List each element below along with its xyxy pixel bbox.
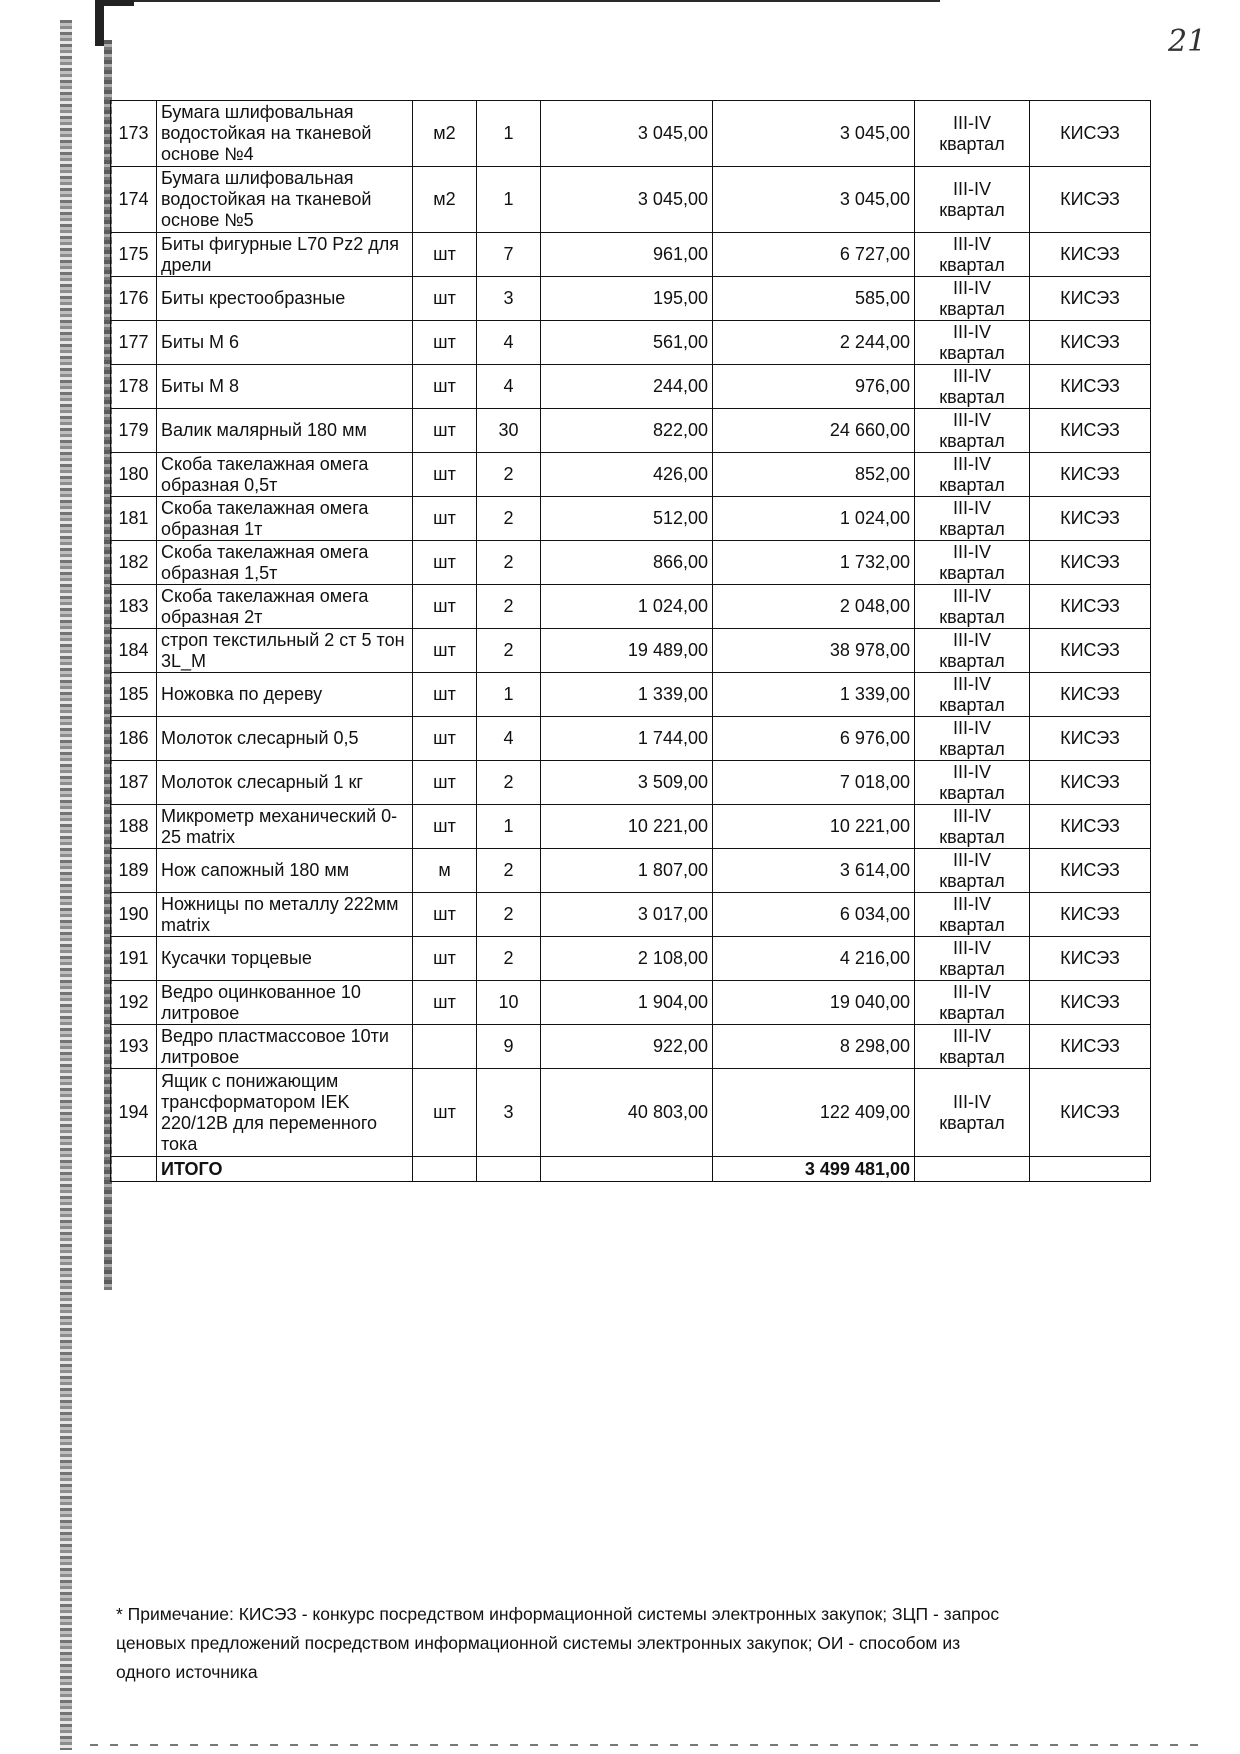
line-total-cell: 6 034,00	[713, 893, 915, 937]
period-cell: III-IV квартал	[915, 849, 1030, 893]
quantity-cell: 2	[477, 893, 541, 937]
procurement-method-cell: КИСЭЗ	[1030, 761, 1151, 805]
procurement-method-cell: КИСЭЗ	[1030, 629, 1151, 673]
footnote	[116, 1600, 1146, 1687]
line-total-cell: 3 045,00	[713, 101, 915, 167]
table-row	[111, 981, 1151, 1025]
row-number-cell: 190	[111, 893, 157, 937]
period-cell: III-IV квартал	[915, 761, 1030, 805]
row-number-cell: 193	[111, 1025, 157, 1069]
procurement-method-cell: КИСЭЗ	[1030, 673, 1151, 717]
table-row	[111, 233, 1151, 277]
unit-cell	[413, 1025, 477, 1069]
row-number-cell: 186	[111, 717, 157, 761]
item-name-cell: Молоток слесарный 1 кг	[157, 761, 413, 805]
unit-cell: шт	[413, 453, 477, 497]
procurement-method-cell: КИСЭЗ	[1030, 277, 1151, 321]
scan-corner	[95, 0, 134, 46]
item-name-cell: Ящик с понижающим трансформатором IEK 220/12В для переменного тока	[157, 1069, 413, 1157]
unit-price-cell: 866,00	[541, 541, 713, 585]
unit-price-cell: 1 904,00	[541, 981, 713, 1025]
unit-cell: шт	[413, 321, 477, 365]
table-row	[111, 937, 1151, 981]
table-row	[111, 321, 1151, 365]
quantity-cell: 4	[477, 365, 541, 409]
line-total-cell: 2 244,00	[713, 321, 915, 365]
line-total-cell: 122 409,00	[713, 1069, 915, 1157]
line-total-cell: 6 976,00	[713, 717, 915, 761]
table-row	[111, 849, 1151, 893]
scan-edge-top	[100, 0, 940, 6]
unit-cell: шт	[413, 585, 477, 629]
row-number-cell: 174	[111, 167, 157, 233]
row-number-cell: 191	[111, 937, 157, 981]
unit-cell: шт	[413, 805, 477, 849]
empty-cell	[477, 1157, 541, 1182]
row-number-cell: 192	[111, 981, 157, 1025]
unit-cell: м2	[413, 167, 477, 233]
table-row	[111, 585, 1151, 629]
unit-price-cell: 3 045,00	[541, 167, 713, 233]
empty-cell	[915, 1157, 1030, 1182]
line-total-cell: 1 339,00	[713, 673, 915, 717]
unit-cell: шт	[413, 365, 477, 409]
unit-price-cell: 3 017,00	[541, 893, 713, 937]
line-total-cell: 6 727,00	[713, 233, 915, 277]
unit-cell: шт	[413, 497, 477, 541]
unit-cell: шт	[413, 893, 477, 937]
period-cell: III-IV квартал	[915, 409, 1030, 453]
unit-price-cell: 19 489,00	[541, 629, 713, 673]
unit-cell: шт	[413, 717, 477, 761]
line-total-cell: 38 978,00	[713, 629, 915, 673]
table-row	[111, 497, 1151, 541]
item-name-cell: строп текстильный 2 ст 5 тон 3L_M	[157, 629, 413, 673]
unit-cell: шт	[413, 277, 477, 321]
empty-cell	[1030, 1157, 1151, 1182]
period-cell: III-IV квартал	[915, 893, 1030, 937]
item-name-cell: Валик малярный 180 мм	[157, 409, 413, 453]
row-number-cell: 182	[111, 541, 157, 585]
quantity-cell: 3	[477, 277, 541, 321]
table-row	[111, 409, 1151, 453]
procurement-method-cell: КИСЭЗ	[1030, 805, 1151, 849]
item-name-cell: Ведро пластмассовое 10ти литровое	[157, 1025, 413, 1069]
period-cell: III-IV квартал	[915, 365, 1030, 409]
period-cell: III-IV квартал	[915, 805, 1030, 849]
quantity-cell: 1	[477, 101, 541, 167]
quantity-cell: 7	[477, 233, 541, 277]
row-number-cell: 177	[111, 321, 157, 365]
procurement-method-cell: КИСЭЗ	[1030, 167, 1151, 233]
table-row	[111, 101, 1151, 167]
item-name-cell: Молоток слесарный 0,5	[157, 717, 413, 761]
unit-price-cell: 244,00	[541, 365, 713, 409]
line-total-cell: 3 614,00	[713, 849, 915, 893]
quantity-cell: 2	[477, 849, 541, 893]
row-number-cell: 175	[111, 233, 157, 277]
scan-edge-left	[60, 20, 72, 1750]
period-cell: III-IV квартал	[915, 981, 1030, 1025]
line-total-cell: 585,00	[713, 277, 915, 321]
table-row	[111, 1069, 1151, 1157]
item-name-cell: Биты крестообразные	[157, 277, 413, 321]
line-total-cell: 7 018,00	[713, 761, 915, 805]
line-total-cell: 2 048,00	[713, 585, 915, 629]
procurement-method-cell: КИСЭЗ	[1030, 717, 1151, 761]
quantity-cell: 1	[477, 673, 541, 717]
unit-price-cell: 512,00	[541, 497, 713, 541]
quantity-cell: 2	[477, 937, 541, 981]
unit-price-cell: 822,00	[541, 409, 713, 453]
quantity-cell: 10	[477, 981, 541, 1025]
unit-cell: шт	[413, 761, 477, 805]
unit-price-cell: 922,00	[541, 1025, 713, 1069]
quantity-cell: 1	[477, 167, 541, 233]
empty-cell	[111, 1157, 157, 1182]
procurement-method-cell: КИСЭЗ	[1030, 1025, 1151, 1069]
period-cell: III-IV квартал	[915, 233, 1030, 277]
period-cell: III-IV квартал	[915, 101, 1030, 167]
item-name-cell: Бумага шлифовальная водостойкая на тканевой основе №5	[157, 167, 413, 233]
row-number-cell: 184	[111, 629, 157, 673]
quantity-cell: 9	[477, 1025, 541, 1069]
procurement-method-cell: КИСЭЗ	[1030, 233, 1151, 277]
table-row	[111, 629, 1151, 673]
period-cell: III-IV квартал	[915, 453, 1030, 497]
procurement-method-cell: КИСЭЗ	[1030, 541, 1151, 585]
quantity-cell: 4	[477, 717, 541, 761]
unit-price-cell: 40 803,00	[541, 1069, 713, 1157]
procurement-method-cell: КИСЭЗ	[1030, 585, 1151, 629]
unit-cell: шт	[413, 1069, 477, 1157]
unit-cell: шт	[413, 541, 477, 585]
row-number-cell: 178	[111, 365, 157, 409]
unit-price-cell: 3 509,00	[541, 761, 713, 805]
item-name-cell: Ножовка по дереву	[157, 673, 413, 717]
procurement-method-cell: КИСЭЗ	[1030, 409, 1151, 453]
row-number-cell: 185	[111, 673, 157, 717]
quantity-cell: 2	[477, 761, 541, 805]
quantity-cell: 2	[477, 585, 541, 629]
line-total-cell: 852,00	[713, 453, 915, 497]
unit-cell: шт	[413, 981, 477, 1025]
procurement-method-cell: КИСЭЗ	[1030, 981, 1151, 1025]
period-cell: III-IV квартал	[915, 321, 1030, 365]
total-row	[111, 1157, 1151, 1182]
table-row	[111, 805, 1151, 849]
item-name-cell: Скоба такелажная омега образная 1,5т	[157, 541, 413, 585]
line-total-cell: 3 045,00	[713, 167, 915, 233]
quantity-cell: 1	[477, 805, 541, 849]
item-name-cell: Скоба такелажная омега образная 1т	[157, 497, 413, 541]
line-total-cell: 4 216,00	[713, 937, 915, 981]
scan-edge-bottom	[90, 1744, 1200, 1746]
procurement-method-cell: КИСЭЗ	[1030, 937, 1151, 981]
quantity-cell: 3	[477, 1069, 541, 1157]
period-cell: III-IV квартал	[915, 1025, 1030, 1069]
period-cell: III-IV квартал	[915, 497, 1030, 541]
table-row	[111, 893, 1151, 937]
unit-price-cell: 961,00	[541, 233, 713, 277]
table-row	[111, 1025, 1151, 1069]
table-row	[111, 167, 1151, 233]
unit-price-cell: 561,00	[541, 321, 713, 365]
unit-price-cell: 1 744,00	[541, 717, 713, 761]
row-number-cell: 173	[111, 101, 157, 167]
quantity-cell: 2	[477, 629, 541, 673]
line-total-cell: 1 024,00	[713, 497, 915, 541]
quantity-cell: 2	[477, 541, 541, 585]
procurement-table	[110, 100, 1151, 1182]
procurement-method-cell: КИСЭЗ	[1030, 893, 1151, 937]
page-number: 21	[1168, 24, 1207, 59]
total-value-cell: 3 499 481,00	[713, 1157, 915, 1182]
procurement-method-cell: КИСЭЗ	[1030, 365, 1151, 409]
period-cell: III-IV квартал	[915, 585, 1030, 629]
footnote-line: * Примечание: КИСЭЗ - конкурс посредством информационной системы электронных закупок; ЗЦП - запрос	[116, 1604, 1000, 1624]
empty-cell	[541, 1157, 713, 1182]
item-name-cell: Биты М 8	[157, 365, 413, 409]
item-name-cell: Бумага шлифовальная водостойкая на тканевой основе №4	[157, 101, 413, 167]
quantity-cell: 4	[477, 321, 541, 365]
line-total-cell: 10 221,00	[713, 805, 915, 849]
period-cell: III-IV квартал	[915, 1069, 1030, 1157]
row-number-cell: 189	[111, 849, 157, 893]
line-total-cell: 976,00	[713, 365, 915, 409]
period-cell: III-IV квартал	[915, 541, 1030, 585]
unit-cell: шт	[413, 233, 477, 277]
item-name-cell: Скоба такелажная омега образная 2т	[157, 585, 413, 629]
line-total-cell: 1 732,00	[713, 541, 915, 585]
empty-cell	[413, 1157, 477, 1182]
quantity-cell: 2	[477, 453, 541, 497]
row-number-cell: 179	[111, 409, 157, 453]
period-cell: III-IV квартал	[915, 277, 1030, 321]
item-name-cell: Ножницы по металлу 222мм matrix	[157, 893, 413, 937]
procurement-method-cell: КИСЭЗ	[1030, 497, 1151, 541]
line-total-cell: 24 660,00	[713, 409, 915, 453]
period-cell: III-IV квартал	[915, 629, 1030, 673]
table-row	[111, 541, 1151, 585]
footnote-line: одного источника	[116, 1662, 258, 1682]
unit-cell: шт	[413, 629, 477, 673]
row-number-cell: 180	[111, 453, 157, 497]
unit-price-cell: 3 045,00	[541, 101, 713, 167]
table-row	[111, 365, 1151, 409]
procurement-method-cell: КИСЭЗ	[1030, 453, 1151, 497]
quantity-cell: 2	[477, 497, 541, 541]
quantity-cell: 30	[477, 409, 541, 453]
period-cell: III-IV квартал	[915, 167, 1030, 233]
item-name-cell: Микрометр механический 0-25 matrix	[157, 805, 413, 849]
item-name-cell: Кусачки торцевые	[157, 937, 413, 981]
procurement-method-cell: КИСЭЗ	[1030, 849, 1151, 893]
row-number-cell: 188	[111, 805, 157, 849]
row-number-cell: 183	[111, 585, 157, 629]
unit-cell: м2	[413, 101, 477, 167]
procurement-method-cell: КИСЭЗ	[1030, 1069, 1151, 1157]
unit-price-cell: 2 108,00	[541, 937, 713, 981]
item-name-cell: Скоба такелажная омега образная 0,5т	[157, 453, 413, 497]
period-cell: III-IV квартал	[915, 717, 1030, 761]
row-number-cell: 181	[111, 497, 157, 541]
unit-cell: шт	[413, 409, 477, 453]
unit-price-cell: 1 339,00	[541, 673, 713, 717]
total-label-cell: ИТОГО	[157, 1157, 413, 1182]
item-name-cell: Нож сапожный 180 мм	[157, 849, 413, 893]
table-row	[111, 277, 1151, 321]
unit-cell: шт	[413, 937, 477, 981]
unit-price-cell: 195,00	[541, 277, 713, 321]
row-number-cell: 187	[111, 761, 157, 805]
item-name-cell: Биты М 6	[157, 321, 413, 365]
unit-price-cell: 10 221,00	[541, 805, 713, 849]
line-total-cell: 19 040,00	[713, 981, 915, 1025]
procurement-method-cell: КИСЭЗ	[1030, 101, 1151, 167]
item-name-cell: Ведро оцинкованное 10 литровое	[157, 981, 413, 1025]
row-number-cell: 194	[111, 1069, 157, 1157]
footnote-line: ценовых предложений посредством информационной системы электронных закупок; ОИ - способом из	[116, 1633, 961, 1653]
unit-price-cell: 1 024,00	[541, 585, 713, 629]
table-row	[111, 761, 1151, 805]
unit-cell: м	[413, 849, 477, 893]
table-row	[111, 673, 1151, 717]
unit-cell: шт	[413, 673, 477, 717]
unit-price-cell: 426,00	[541, 453, 713, 497]
row-number-cell: 176	[111, 277, 157, 321]
unit-price-cell: 1 807,00	[541, 849, 713, 893]
item-name-cell: Биты фигурные L70 Pz2 для дрели	[157, 233, 413, 277]
line-total-cell: 8 298,00	[713, 1025, 915, 1069]
table-row	[111, 717, 1151, 761]
period-cell: III-IV квартал	[915, 673, 1030, 717]
table-row	[111, 453, 1151, 497]
procurement-method-cell: КИСЭЗ	[1030, 321, 1151, 365]
period-cell: III-IV квартал	[915, 937, 1030, 981]
